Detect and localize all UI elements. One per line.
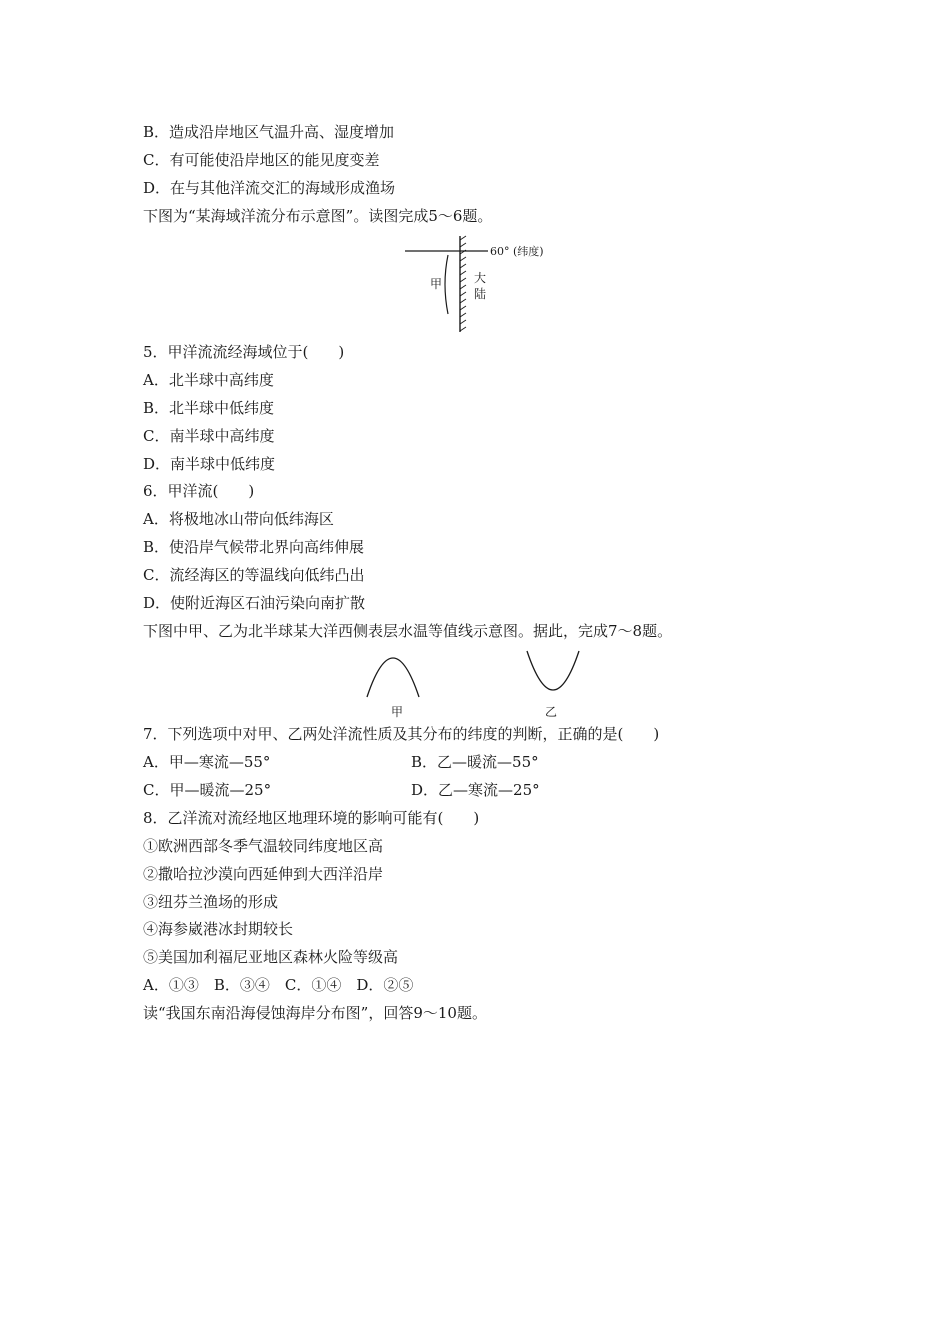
q8-item-4: ④海参崴港冰封期较长 bbox=[143, 920, 294, 938]
q7-option-b: B．乙—暖流—55° bbox=[411, 753, 539, 771]
q8-item-1: ①欧洲西部冬季气温较同纬度地区高 bbox=[143, 837, 384, 855]
isotherm-figure bbox=[355, 645, 595, 723]
q6-option-d: D．使附近海区石油污染向南扩散 bbox=[143, 594, 366, 612]
q8-item-5: ⑤美国加利福尼亚地区森林火险等级高 bbox=[143, 948, 399, 966]
q7-option-d: D．乙—寒流—25° bbox=[411, 781, 540, 799]
current-label-jia: 甲 bbox=[430, 277, 443, 291]
q5-option-c: C．南半球中高纬度 bbox=[143, 427, 275, 445]
intro-5-6: 下图为“某海域洋流分布示意图”。读图完成5～6题。 bbox=[143, 207, 493, 225]
q6-option-c: C．流经海区的等温线向低纬凸出 bbox=[143, 566, 365, 584]
q6-stem: 6．甲洋流( ) bbox=[143, 482, 255, 500]
q8-item-3: ③纽芬兰渔场的形成 bbox=[143, 893, 279, 911]
land-label-1: 大 bbox=[474, 271, 487, 285]
q7-stem: 7．下列选项中对甲、乙两处洋流性质及其分布的纬度的判断，正确的是( ) bbox=[143, 725, 660, 743]
q6-option-a: A．将极地冰山带向低纬海区 bbox=[143, 510, 334, 528]
q7-option-c: C．甲—暖流—25° bbox=[143, 781, 272, 799]
q4-option-d: D．在与其他洋流交汇的海域形成渔场 bbox=[143, 179, 396, 197]
land-label-2: 陆 bbox=[474, 287, 487, 301]
intro-9-10: 读“我国东南沿海侵蚀海岸分布图”，回答9～10题。 bbox=[143, 1004, 487, 1022]
q4-option-b: B．造成沿岸地区气温升高、湿度增加 bbox=[143, 123, 395, 141]
q6-option-b: B．使沿岸气候带北界向高纬伸展 bbox=[143, 538, 365, 556]
latitude-label: 60° (纬度) bbox=[490, 245, 544, 258]
current-arc bbox=[445, 255, 448, 314]
q4-option-c: C．有可能使沿岸地区的能见度变差 bbox=[143, 151, 380, 169]
label-jia: 甲 bbox=[391, 705, 404, 719]
q8-item-2: ②撒哈拉沙漠向西延伸到大西洋沿岸 bbox=[143, 865, 384, 883]
q5-stem: 5．甲洋流流经海域位于( ) bbox=[143, 343, 345, 361]
q7-option-a: A．甲—寒流—55° bbox=[143, 753, 271, 771]
label-yi: 乙 bbox=[545, 705, 558, 719]
ocean-current-figure bbox=[400, 234, 560, 334]
q8-stem: 8．乙洋流对流经地区地理环境的影响可能有( ) bbox=[143, 809, 480, 827]
q5-option-b: B．北半球中低纬度 bbox=[143, 399, 275, 417]
intro-7-8: 下图中甲、乙为北半球某大洋西侧表层水温等值线示意图。据此，完成7～8题。 bbox=[143, 622, 673, 640]
isotherm-jia bbox=[367, 658, 419, 697]
isotherm-yi bbox=[527, 651, 579, 690]
q5-option-a: A．北半球中高纬度 bbox=[143, 371, 274, 389]
q8-options: A．①③ B．③④ C．①④ D．②⑤ bbox=[143, 976, 414, 994]
q5-option-d: D．南半球中低纬度 bbox=[143, 455, 276, 473]
